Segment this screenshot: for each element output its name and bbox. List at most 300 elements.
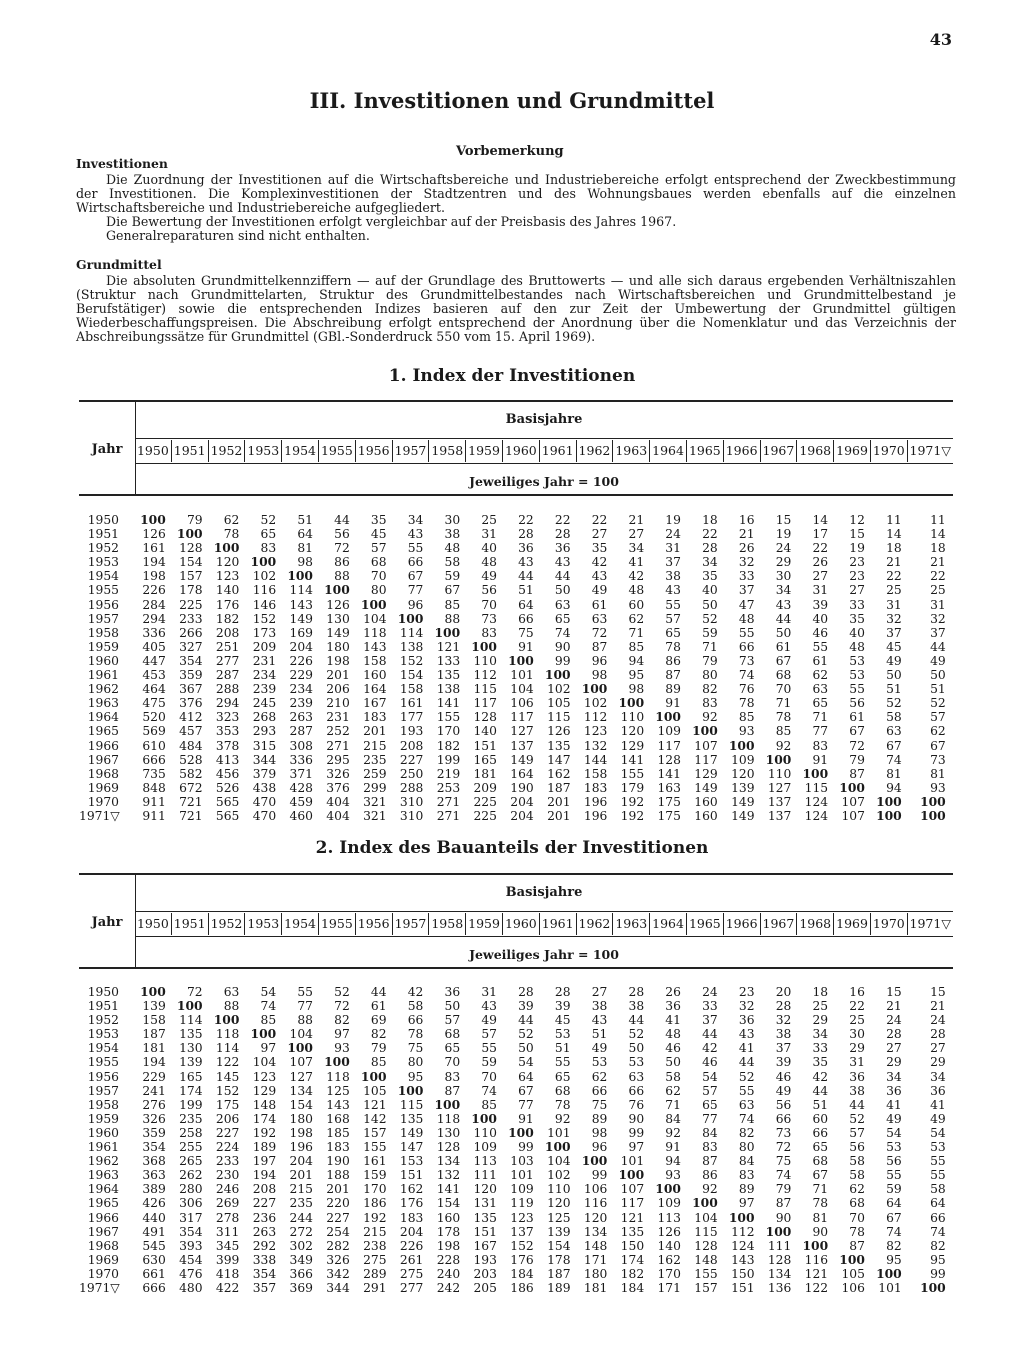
column-header-year: 1954 xyxy=(282,440,319,462)
row-year-label: 1952 xyxy=(87,1013,119,1028)
table-cell: 49 xyxy=(775,1083,792,1098)
table-cell: 143 xyxy=(289,597,313,612)
column-header-year: 1962 xyxy=(577,913,614,935)
table-cell: 192 xyxy=(620,794,645,809)
table-cell: 41 xyxy=(738,1041,755,1056)
table-row xyxy=(79,795,958,809)
table-cell: 100 xyxy=(508,652,534,668)
table-cell: 239 xyxy=(252,682,277,697)
column-header-year: 1963 xyxy=(613,440,650,462)
table-cell: 56 xyxy=(849,1140,865,1155)
table-cell: 41 xyxy=(665,1013,681,1028)
row-year-label: 1961 xyxy=(87,1140,119,1155)
table-cell: 24 xyxy=(930,1013,946,1028)
table-cell: 111 xyxy=(767,1238,792,1253)
row-year-label: 1969 xyxy=(87,1252,119,1267)
table-cell: 91 xyxy=(812,752,829,767)
table-cell: 100 xyxy=(508,1124,534,1140)
table-cell: 321 xyxy=(363,808,387,823)
table-cell: 100 xyxy=(765,1223,792,1239)
table-cell: 100 xyxy=(434,624,461,640)
table-cell: 74 xyxy=(886,752,902,767)
table-cell: 193 xyxy=(399,724,424,739)
table-cell: 46 xyxy=(665,1041,681,1056)
table1-sub-label: Jeweiliges Jahr = 100 xyxy=(469,474,619,489)
table-cell: 23 xyxy=(849,569,865,584)
table-cell: 57 xyxy=(481,1027,497,1042)
table-cell: 175 xyxy=(657,808,681,823)
table-cell: 105 xyxy=(841,1266,865,1281)
table-cell: 45 xyxy=(554,1013,571,1028)
table-cell: 22 xyxy=(702,527,718,542)
table-cell: 22 xyxy=(591,513,608,527)
table-cell: 142 xyxy=(363,1111,387,1126)
table-cell: 95 xyxy=(886,1252,902,1267)
table-cell: 53 xyxy=(591,1055,608,1070)
table-cell: 454 xyxy=(179,1252,203,1267)
table-cell: 30 xyxy=(775,569,792,584)
table-cell: 134 xyxy=(289,1083,313,1098)
table-cell: 40 xyxy=(481,541,497,556)
table-cell: 75 xyxy=(518,625,534,640)
table-cell: 280 xyxy=(179,1182,203,1197)
table-row xyxy=(79,1154,958,1168)
table-cell: 55 xyxy=(297,985,313,999)
table-cell: 155 xyxy=(436,710,461,725)
table1-basis-label: Basisjahre xyxy=(505,412,583,427)
table-cell: 78 xyxy=(407,1027,424,1042)
table-cell: 178 xyxy=(179,583,203,598)
table-cell: 45 xyxy=(370,527,387,542)
table-cell: 22 xyxy=(930,569,946,584)
table-cell: 132 xyxy=(436,1168,461,1183)
table-cell: 118 xyxy=(326,1069,350,1084)
table-cell: 112 xyxy=(473,668,497,683)
table-cell: 76 xyxy=(738,682,755,697)
table-cell: 34 xyxy=(886,1069,902,1084)
table-cell: 88 xyxy=(223,999,240,1014)
table-cell: 88 xyxy=(334,569,350,584)
table-cell: 528 xyxy=(179,752,203,767)
table-cell: 107 xyxy=(694,738,718,753)
row-year-label: 1956 xyxy=(87,1069,119,1084)
table-cell: 100 xyxy=(140,512,166,527)
table-cell: 65 xyxy=(665,625,681,640)
table-cell: 23 xyxy=(738,985,755,999)
row-year-label: 1971▽ xyxy=(79,808,120,823)
table-cell: 92 xyxy=(554,1111,571,1126)
table-cell: 74 xyxy=(260,999,277,1014)
table-cell: 198 xyxy=(142,569,166,584)
table-cell: 183 xyxy=(326,1140,350,1155)
table-cell: 158 xyxy=(142,1013,166,1028)
table-cell: 64 xyxy=(886,1196,902,1211)
table-cell: 225 xyxy=(473,808,497,823)
table-cell: 34 xyxy=(775,583,792,598)
table-cell: 175 xyxy=(215,1097,240,1112)
table-cell: 55 xyxy=(407,541,424,556)
table-cell: 48 xyxy=(444,541,461,556)
table-cell: 201 xyxy=(326,1182,350,1197)
table-cell: 20 xyxy=(775,985,792,999)
grundmittel-section xyxy=(76,258,956,344)
table-cell: 67 xyxy=(775,653,792,668)
table-cell: 66 xyxy=(628,1083,645,1098)
table-cell: 246 xyxy=(215,1182,240,1197)
table-cell: 70 xyxy=(444,1055,461,1070)
table-cell: 97 xyxy=(628,1140,645,1155)
table-cell: 308 xyxy=(289,738,313,753)
table-cell: 129 xyxy=(252,1083,277,1098)
row-year-label: 1967 xyxy=(87,752,119,767)
row-year-label: 1960 xyxy=(87,1125,119,1140)
table-cell: 44 xyxy=(334,513,350,527)
table-cell: 389 xyxy=(142,1182,166,1197)
table-cell: 129 xyxy=(694,766,718,781)
table-cell: 470 xyxy=(252,794,277,809)
table-cell: 194 xyxy=(142,555,166,570)
table-cell: 70 xyxy=(775,682,792,697)
table-cell: 100 xyxy=(324,1054,350,1070)
table-cell: 189 xyxy=(252,1140,277,1155)
table-cell: 94 xyxy=(886,780,902,795)
table-cell: 100 xyxy=(839,779,865,795)
table-cell: 26 xyxy=(812,555,829,570)
table-row xyxy=(79,1055,958,1069)
table-cell: 162 xyxy=(657,1252,681,1267)
table-cell: 104 xyxy=(510,682,534,697)
table-cell: 399 xyxy=(215,1252,240,1267)
table-cell: 190 xyxy=(326,1154,350,1169)
table-cell: 231 xyxy=(252,653,277,668)
table-cell: 287 xyxy=(215,668,240,683)
table-cell: 27 xyxy=(849,583,865,598)
table-cell: 110 xyxy=(547,1182,571,1197)
table-cell: 120 xyxy=(215,555,240,570)
table-cell: 102 xyxy=(547,1168,571,1183)
table-cell: 456 xyxy=(215,766,240,781)
table-cell: 262 xyxy=(179,1168,203,1183)
table-cell: 161 xyxy=(363,1154,387,1169)
column-header-year: 1950 xyxy=(135,913,172,935)
table-cell: 29 xyxy=(930,1055,946,1070)
table-cell: 56 xyxy=(775,1097,792,1112)
table-cell: 73 xyxy=(481,611,497,626)
table-cell: 188 xyxy=(326,1168,350,1183)
table-cell: 111 xyxy=(473,1168,497,1183)
table-cell: 52 xyxy=(738,1069,755,1084)
table-cell: 100 xyxy=(581,1153,608,1169)
table-cell: 138 xyxy=(436,682,461,697)
table-cell: 81 xyxy=(297,541,313,556)
table-cell: 15 xyxy=(930,985,946,999)
table-cell: 85 xyxy=(481,1097,497,1112)
table-cell: 34 xyxy=(930,1069,946,1084)
table-cell: 58 xyxy=(849,1168,865,1183)
table-cell: 234 xyxy=(252,668,277,683)
table-cell: 63 xyxy=(628,1069,645,1084)
table-cell: 203 xyxy=(473,1266,497,1281)
table-cell: 85 xyxy=(628,639,645,654)
table-cell: 100 xyxy=(544,667,571,683)
table-cell: 120 xyxy=(731,766,755,781)
table-cell: 67 xyxy=(930,738,946,753)
table-cell: 336 xyxy=(142,625,166,640)
table-cell: 209 xyxy=(473,780,497,795)
table-cell: 735 xyxy=(142,766,166,781)
table-cell: 44 xyxy=(775,611,792,626)
table-cell: 126 xyxy=(326,597,350,612)
table-row xyxy=(79,1027,958,1041)
row-year-label: 1966 xyxy=(87,738,119,753)
table-cell: 239 xyxy=(289,696,313,711)
table-cell: 37 xyxy=(886,625,902,640)
table-cell: 317 xyxy=(179,1210,203,1225)
table-cell: 102 xyxy=(547,682,571,697)
table-cell: 167 xyxy=(363,696,387,711)
table-cell: 67 xyxy=(407,569,424,584)
table-cell: 460 xyxy=(289,808,313,823)
table-row xyxy=(79,569,958,583)
table-cell: 161 xyxy=(399,696,424,711)
table-cell: 484 xyxy=(179,738,203,753)
table-cell: 120 xyxy=(583,1210,608,1225)
table1-title: 1. Index der Investitionen xyxy=(388,366,636,386)
table-cell: 171 xyxy=(583,1252,608,1267)
table-cell: 114 xyxy=(215,1041,240,1056)
table-cell: 24 xyxy=(702,985,718,999)
table-cell: 30 xyxy=(444,513,461,527)
column-header-year: 1960 xyxy=(503,913,540,935)
table-cell: 187 xyxy=(547,780,571,795)
table-cell: 413 xyxy=(215,752,240,767)
row-year-label: 1971▽ xyxy=(79,1280,120,1295)
table-cell: 89 xyxy=(665,682,681,697)
table-cell: 226 xyxy=(399,1238,424,1253)
table-cell: 275 xyxy=(399,1266,424,1281)
table-cell: 158 xyxy=(583,766,608,781)
table-cell: 25 xyxy=(812,999,829,1014)
table-cell: 43 xyxy=(665,583,681,598)
table-cell: 55 xyxy=(849,682,865,697)
table-cell: 39 xyxy=(812,597,829,612)
table-cell: 140 xyxy=(657,1238,681,1253)
table-cell: 37 xyxy=(702,1013,718,1028)
table-cell: 23 xyxy=(849,555,865,570)
table-cell: 92 xyxy=(665,1125,681,1140)
table-cell: 61 xyxy=(812,653,829,668)
table-cell: 55 xyxy=(481,1041,497,1056)
row-year-label: 1960 xyxy=(87,653,119,668)
column-header-year: 1952 xyxy=(209,913,246,935)
table-cell: 27 xyxy=(812,569,829,584)
table-cell: 85 xyxy=(738,710,755,725)
table-cell: 117 xyxy=(620,1196,645,1211)
table-cell: 44 xyxy=(628,1013,645,1028)
table-cell: 38 xyxy=(775,1027,792,1042)
table-cell: 34 xyxy=(628,541,645,556)
table-cell: 89 xyxy=(591,1111,608,1126)
table-cell: 43 xyxy=(407,527,424,542)
table-cell: 135 xyxy=(179,1027,203,1042)
table-cell: 145 xyxy=(215,1069,240,1084)
table1-jahr-label: Jahr xyxy=(91,442,123,457)
table-cell: 58 xyxy=(407,999,424,1014)
table-cell: 152 xyxy=(252,611,277,626)
table-cell: 113 xyxy=(657,1210,681,1225)
column-header-year: 1966 xyxy=(724,913,761,935)
table-cell: 167 xyxy=(473,1238,497,1253)
table-cell: 121 xyxy=(363,1097,387,1112)
table-cell: 136 xyxy=(767,1280,792,1295)
table-cell: 151 xyxy=(473,738,497,753)
table-cell: 201 xyxy=(363,724,387,739)
table-cell: 24 xyxy=(665,527,681,542)
table-cell: 476 xyxy=(179,1266,203,1281)
column-header-year: 1968 xyxy=(797,440,834,462)
table-cell: 95 xyxy=(407,1069,424,1084)
row-year-label: 1962 xyxy=(87,1154,119,1169)
table-cell: 49 xyxy=(886,1111,902,1126)
table-cell: 30 xyxy=(849,1027,865,1042)
table-cell: 100 xyxy=(920,1279,946,1295)
column-header-year: 1950 xyxy=(135,440,172,462)
table-cell: 97 xyxy=(334,1027,350,1042)
table-cell: 114 xyxy=(289,583,313,598)
table-cell: 31 xyxy=(849,1055,865,1070)
table-cell: 182 xyxy=(215,611,240,626)
table-cell: 152 xyxy=(215,1083,240,1098)
table-cell: 83 xyxy=(702,1140,718,1155)
table-cell: 151 xyxy=(473,1224,497,1239)
table-cell: 63 xyxy=(223,985,240,999)
table-cell: 227 xyxy=(215,1125,240,1140)
table-cell: 82 xyxy=(334,1013,350,1028)
table-cell: 28 xyxy=(518,985,534,999)
table-cell: 123 xyxy=(215,569,240,584)
table-cell: 128 xyxy=(694,1238,718,1253)
table-cell: 33 xyxy=(738,569,755,584)
table-cell: 48 xyxy=(849,639,865,654)
table-row xyxy=(79,724,958,738)
table-cell: 93 xyxy=(665,1168,681,1183)
table-cell: 37 xyxy=(738,583,755,598)
table-cell: 205 xyxy=(473,1280,497,1295)
table-cell: 21 xyxy=(886,555,902,570)
table-cell: 51 xyxy=(554,1041,571,1056)
table-cell: 234 xyxy=(289,682,313,697)
table-cell: 278 xyxy=(215,1210,240,1225)
table-cell: 59 xyxy=(444,569,461,584)
table-cell: 158 xyxy=(399,682,424,697)
page-title: III. Investitionen und Grundmittel xyxy=(309,88,715,113)
table-cell: 46 xyxy=(702,1055,718,1070)
table-cell: 105 xyxy=(363,1083,387,1098)
table-cell: 491 xyxy=(142,1224,166,1239)
table-cell: 99 xyxy=(591,1168,608,1183)
table-cell: 18 xyxy=(812,985,829,999)
table-cell: 326 xyxy=(326,766,350,781)
table-cell: 44 xyxy=(849,1097,865,1112)
column-header-year: 1967 xyxy=(761,913,798,935)
table-cell: 53 xyxy=(554,1027,571,1042)
table-cell: 148 xyxy=(583,1238,608,1253)
table-cell: 144 xyxy=(583,752,608,767)
column-header-year: 1961 xyxy=(540,440,577,462)
table-cell: 71 xyxy=(665,1097,681,1112)
table-cell: 154 xyxy=(436,1196,461,1211)
table-cell: 122 xyxy=(804,1280,829,1295)
table-cell: 107 xyxy=(289,1055,313,1070)
table-cell: 55 xyxy=(665,597,681,612)
table-cell: 79 xyxy=(702,653,718,668)
table-cell: 155 xyxy=(620,766,645,781)
table-cell: 137 xyxy=(510,738,534,753)
column-header-year: 1969 xyxy=(834,913,871,935)
table-cell: 51 xyxy=(886,682,902,697)
table-cell: 55 xyxy=(812,639,829,654)
table-cell: 100 xyxy=(728,737,755,753)
table-cell: 721 xyxy=(179,808,203,823)
table-cell: 253 xyxy=(436,780,461,795)
table-cell: 266 xyxy=(179,625,203,640)
table-cell: 154 xyxy=(547,1238,571,1253)
table-cell: 66 xyxy=(775,1111,792,1126)
table-cell: 51 xyxy=(297,513,313,527)
table-cell: 28 xyxy=(518,527,534,542)
table-cell: 70 xyxy=(849,1210,865,1225)
table-cell: 254 xyxy=(326,1224,350,1239)
row-year-label: 1964 xyxy=(87,1182,119,1197)
table-cell: 16 xyxy=(849,985,865,999)
table-cell: 66 xyxy=(738,639,755,654)
table-cell: 208 xyxy=(252,1182,277,1197)
table-cell: 100 xyxy=(655,1181,681,1197)
table-cell: 378 xyxy=(215,738,240,753)
table-cell: 276 xyxy=(142,1097,166,1112)
table-row xyxy=(79,985,958,999)
table-cell: 61 xyxy=(370,999,387,1014)
table-cell: 181 xyxy=(473,766,497,781)
table-cell: 83 xyxy=(260,541,277,556)
table-cell: 120 xyxy=(473,1182,497,1197)
table-cell: 178 xyxy=(436,1224,461,1239)
table-cell: 229 xyxy=(142,1069,166,1084)
table-cell: 63 xyxy=(591,611,608,626)
table-cell: 69 xyxy=(370,1013,387,1028)
table-cell: 117 xyxy=(657,738,681,753)
table-cell: 35 xyxy=(370,513,387,527)
table-cell: 291 xyxy=(363,1280,387,1295)
table-cell: 62 xyxy=(591,1069,608,1084)
table-cell: 100 xyxy=(839,1251,865,1267)
table-cell: 192 xyxy=(252,1125,277,1140)
table-cell: 100 xyxy=(802,1237,829,1253)
table-cell: 240 xyxy=(436,1266,461,1281)
table-cell: 100 xyxy=(692,723,718,739)
table-cell: 87 xyxy=(665,668,681,683)
table-cell: 326 xyxy=(326,1252,350,1267)
table-row xyxy=(79,612,958,626)
table-cell: 35 xyxy=(591,541,608,556)
column-header-year: 1965 xyxy=(687,440,724,462)
table-cell: 255 xyxy=(179,1140,203,1155)
table-cell: 565 xyxy=(215,794,240,809)
table-cell: 201 xyxy=(326,668,350,683)
table2-basis-label: Basisjahre xyxy=(505,885,583,900)
table-cell: 196 xyxy=(289,1140,313,1155)
table-cell: 98 xyxy=(628,682,645,697)
